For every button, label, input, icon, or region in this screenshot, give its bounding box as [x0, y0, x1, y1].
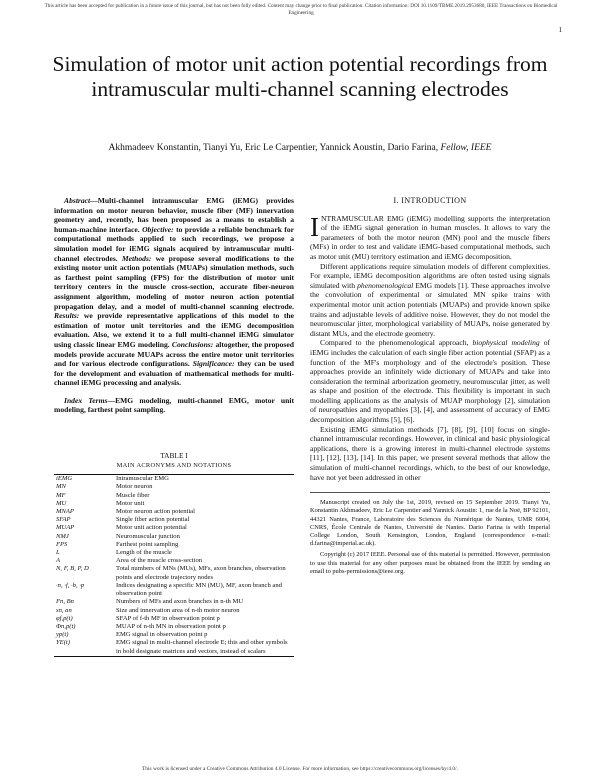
- notation-symbol: MN: [56, 483, 66, 491]
- notation-description: Single fiber action potential: [116, 516, 190, 524]
- notation-symbol: SFAP: [56, 516, 71, 524]
- table-row: [54, 524, 294, 532]
- intro-paragraph-4: Existing iEMG simulation methods [7], [8], [9], [10] focus on single-channel intramuscular recordings. However, in clinical and basic physiological applications, there is a growing interest in multi-channel electrode systems [11], [12], [13], [14]. In this paper, we present several methods that allow the simulation of multi-channel recordings, which, to the best of our knowledge, have not yet been addressed in other: [310, 424, 550, 482]
- intro-p2-text-b: EMG models [1]. These approaches involve the convolution of experimental or simulated MN spike trains with experimental motor unit action potentials (MUAPs) and provide known spike trains and adjustable levels of additive noise. However, they do not model the neuromuscular jitter, morphological variability of MUAPs, noise generated by distant MUs, and the electrode geometry.: [310, 280, 550, 338]
- table-row: [54, 475, 294, 484]
- table-row: [54, 557, 294, 565]
- right-column: [310, 196, 550, 579]
- paper-title: Simulation of motor unit action potential recordings from intramuscular multi-channel scanning electrodes: [52, 52, 548, 101]
- table-row: [54, 565, 294, 581]
- notation-description: Numbers of MFs and axon branches in n-th MU: [116, 598, 244, 606]
- notation-symbol: YE(t): [56, 639, 70, 647]
- table-row: [54, 598, 294, 606]
- intro-paragraph-1: [310, 211, 550, 262]
- notation-description: Motor neuron: [116, 483, 153, 491]
- notation-symbol: NMJ: [56, 532, 69, 540]
- conclusions-label: Conclusions:: [171, 339, 214, 349]
- notation-symbol: sn, an: [56, 606, 72, 614]
- notation-symbol: N, F, B, P, D: [56, 565, 89, 573]
- notation-description: Indices designating a specific MN (MU), MF, axon branch and observation point: [116, 581, 282, 598]
- header-note: This article has been accepted for publication in a future issue of this journal, but has not been fully edited. Content may change prior to final publication. Citation information: DOI 10.1109/TBME.2019.2953680, IEEE Transactions on Biomedical Engineering: [44, 3, 558, 16]
- license-note: This work is licensed under a Creative Commons Attribution 4.0 License. For more information, see https://creativecommons.org/licenses/by/4.0/.: [142, 766, 458, 772]
- notation-symbol: FPS: [56, 540, 68, 548]
- notation-symbol: φf,p(t): [56, 614, 73, 622]
- table-row: [54, 607, 294, 615]
- intro-p1-text: NTRAMUSCULAR EMG (iEMG) modelling supports the interpretation of the iEMG signal generation in human muscles. It allows to vary the parameters of both the motor neuron (MN) pool and the muscle fibers (MFs) in order to test and validate iEMG-based computational methods, such as motor unit (MU) territory estimation and iEMG decomposition.: [310, 213, 550, 261]
- notation-symbol: iEMG: [56, 475, 73, 483]
- results-text: we provide representative applications of this model to the estimation of motor unit territories and the iEMG decomposition evaluation. Also, we extend it to a full multi-channel iEMG simulator using classic linear EMG modeling.: [54, 311, 294, 349]
- intro-paragraph-3: [310, 338, 550, 424]
- notation-symbol: MUAP: [56, 524, 75, 532]
- abstract: Abstract—Multi-channel intramuscular EMG (iEMG) provides information on motor neuron behavior, muscle fiber (MF) innervation geometry and, recently, has been proposed as a means to establish a human-machine interface. Objective: to provide a reliable benchmark for computational methods applied to such recordings, we propose a simulation model for iEMG signals acquired by intramuscular multi-channel electrodes. Methods: we propose several modifications to the existing motor unit action potentials (MUAPs) simulation methods, such as farthest point sampling (FPS) for the distribution of motor unit territory centers in the muscle cross-section, accurate fiber-neuron assignment algorithm, modeling of motor neuron action potential propagation delay, and a model of multi-channel scanning electrode. Results: we provide representative applications of this model to the estimation of motor unit territories and the iEMG decomposition evaluation. Also, we extend it to a full multi-channel iEMG simulator using classic linear EMG modeling. Conclusions: altogether, the proposed models provide accurate MUAPs across the entire motor unit territories and for various electrode configurations. Significance: they can be used for the development and evaluation of mathematical methods for multi-channel iEMG processing and analysis.: [54, 196, 295, 388]
- intro-p3-text-b: of iEMG includes the calculation of each single fiber action potential (SFAP) as a function of the MF's morphology and of the electrode's position. These approaches provide an infinitely wide dictionary of MUAPs and take into consideration the terminal arborization geometry, neuromuscular jitter, as well as shape and position of the electrode. This flexibility is important in such modelling applications as the analysis of MUAP morphology [2], simulation of neuropathies and myopathies [3], [4], and assessment of accuracy of EMG decomposition algorithms [5], [6].: [310, 338, 551, 425]
- notation-description: SFAP of f-th MF in observation point p: [116, 614, 220, 622]
- abstract-label: Abstract: [64, 196, 91, 205]
- objective-label: Objective:: [142, 224, 174, 234]
- table-row: [54, 615, 294, 623]
- notation-description: Area of the muscle cross-section: [116, 557, 203, 565]
- notation-description: Motor unit: [116, 499, 145, 507]
- table-row: [54, 508, 294, 516]
- table-row: [54, 483, 294, 491]
- notation-table: [54, 474, 294, 656]
- footnote-copyright: Copyright (c) 2017 IEEE. Personal use of this material is permitted. However, permission to use this material for any other purposes must be obtained from the IEEE by sending an email to pubs-permissions@ieee.org.: [310, 551, 550, 575]
- footnote: [310, 492, 550, 576]
- notation-description: Motor neuron action potential: [116, 508, 195, 516]
- table-row: [54, 516, 294, 524]
- table-row: [54, 582, 294, 598]
- drop-cap: I: [310, 211, 319, 242]
- significance-label: Significance:: [192, 359, 235, 369]
- notation-description: Neuromuscular junction: [116, 532, 180, 540]
- table-row: [54, 623, 294, 631]
- notation-description: Size and innervation area of n-th motor neuron: [116, 606, 240, 614]
- notation-description: EMG signal in multi-channel electrode E; this and other symbols in bold designate matrices and vectors, instead of scalars: [116, 639, 288, 655]
- intro-p2-text-a: Different applications require simulation models of different complexities. For example, iEMG decomposition algorithms are often tested using signals simulated with: [310, 261, 550, 290]
- notation-symbol: Fn, Bn: [56, 598, 74, 606]
- notation-description: Muscle fiber: [116, 491, 150, 499]
- methods-text: we propose several modifications to the existing motor unit action potentials (MUAPs) simulation methods, such as farthest point sampling (FPS) for the distribution of motor unit territory centers in the muscle cross-section, accurate fiber-neuron assignment algorithm, modeling of motor neuron action potential propagation delay, and a model of multi-channel scanning electrode.: [54, 253, 294, 311]
- table-row: [54, 492, 294, 500]
- notation-symbol: MF: [56, 491, 66, 499]
- intro-p2-italic: phenomenological: [357, 280, 414, 290]
- notation-symbol: ·n, ·f, ·b, ·p: [56, 581, 85, 589]
- index-terms-text: EMG modeling, multi-channel EMG, motor unit modeling, farthest point sampling.: [54, 395, 295, 415]
- table-row: [54, 533, 294, 541]
- left-column: [54, 196, 294, 657]
- index-terms-label: Index Terms: [64, 395, 108, 405]
- notation-description: Farthest point sampling: [116, 540, 179, 548]
- notation-description: EMG signal in observation point p: [116, 631, 208, 639]
- footnote-manuscript: Manuscript created on July the 1st, 2019, revised on 15 September 2019. Tianyi Yu, Konstantin Akhmadeev, Eric Le Carpentier and Yannick Aoustin: 1, rue de la Noë, BP 92101, 44321 Nantes, France, Laboratoire des Sciences du Numérique de Nantes, UMR 6004, CNRS, École Centrale de Nantes, Université de Nantes. Dario Farina is with Imperial College London, South Kensington, London, England (correspondence e-mail: d.farina@imperial.ac.uk).: [310, 499, 550, 548]
- intro-p3-text-a: Compared to the phenomenological approach,: [320, 338, 469, 348]
- intro-paragraph-2: [310, 262, 550, 339]
- table-row: [54, 541, 294, 549]
- table-row: [54, 500, 294, 508]
- conclusions-text: altogether, the proposed models provide accurate MUAPs across the entire motor unit territories and for various electrode configurations.: [54, 339, 294, 369]
- page-number: 1: [558, 26, 562, 34]
- results-label: Results:: [54, 311, 80, 321]
- author-list: Akhmadeev Konstantin, Tianyi Yu, Eric Le Carpentier, Yannick Aoustin, Dario Farina,: [108, 143, 439, 153]
- table-label: TABLE I: [160, 451, 188, 461]
- abstract-text: Multi-channel intramuscular EMG (iEMG) provides information on motor neuron behavior, muscle fiber (MF) innervation geometry and, recently, has been proposed as a means to establish a human-machine interface.: [54, 196, 294, 234]
- notation-symbol: L: [56, 549, 60, 557]
- section-heading: I. INTRODUCTION: [393, 196, 467, 205]
- notation-description: Length of the muscle: [116, 549, 172, 557]
- table-row: [54, 631, 294, 639]
- table-row: [54, 639, 294, 656]
- notation-description: Intramuscular EMG: [116, 475, 169, 483]
- objective-text: to provide a reliable benchmark for computational methods applied to such recordings, we propose a simulation model for iEMG signals acquired by intramuscular multi-channel electrodes.: [54, 224, 295, 263]
- notation-symbol: MU: [56, 499, 67, 507]
- notation-description: Total numbers of MNs (MUs), MFs, axon branches, observation points and electrode trajectory nodes: [116, 565, 286, 581]
- notation-symbol: Φn,p(t): [56, 622, 76, 630]
- notation-description: Motor unit action potential: [116, 524, 187, 532]
- methods-label: Methods:: [121, 253, 152, 263]
- author-suffix: Fellow, IEEE: [440, 143, 492, 153]
- notation-symbol: yp(t): [56, 631, 69, 639]
- significance-text: they can be used for the development and evaluation of mathematical methods for multi-channel iEMG processing and analysis.: [54, 359, 294, 388]
- paper-authors: [40, 143, 560, 153]
- notation-description: MUAP of n-th MN in observation point p: [116, 622, 226, 630]
- notation-symbol: A: [56, 557, 61, 565]
- index-terms: Index Terms—EMG modeling, multi-channel EMG, motor unit modeling, farthest point sampling.: [54, 395, 295, 415]
- notation-symbol: MNAP: [56, 508, 74, 516]
- table-title: MAIN ACRONYMS AND NOTATIONS: [116, 461, 232, 469]
- intro-p3-italic: biophysical modeling: [472, 338, 540, 348]
- table-row: [54, 549, 294, 557]
